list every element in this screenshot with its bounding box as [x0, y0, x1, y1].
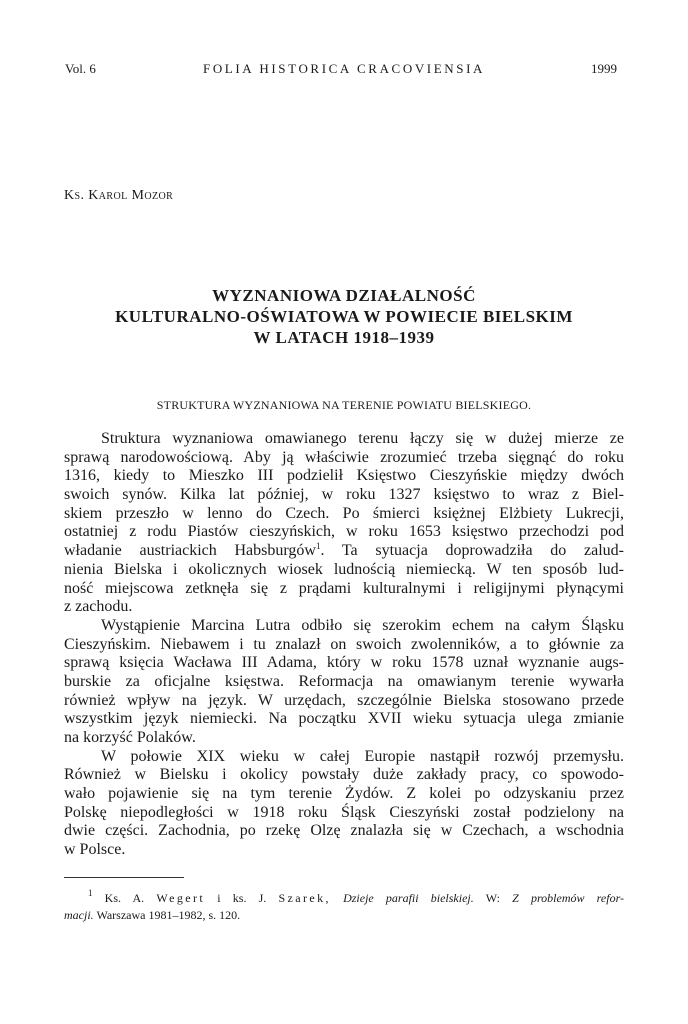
body-line: swoich synów. Kilka lat później, w roku 1327 księstwo to wraz z Biel- — [64, 486, 624, 504]
body-line-text: . Ta sytuacja doprowadziła do zalud- — [320, 542, 624, 560]
header-year: 1999 — [591, 61, 617, 76]
body-line: wszystkim język niemiecki. Na początku XVII wieku sytuacja ulega zmianie — [64, 710, 624, 728]
body-line: ność miejscowa zetknęła się z prądami kulturalnymi i religijnymi płynącymi — [64, 579, 624, 597]
body-line: sprawą narodowościową. Aby ją właściwie zrozumieć trzeba sięgnąć do roku — [64, 448, 624, 466]
body-line: sprawą księcia Wacława III Adama, który w roku 1578 uznał wyznanie augs- — [64, 654, 624, 672]
body-line: Struktura wyznaniowa omawianego terenu łączy się w dużej mierze ze — [101, 430, 624, 447]
header-volume: Vol. 6 — [65, 61, 96, 76]
body-line: Polskę niepodległości w 1918 roku Śląsk Cieszyński został podzielony na — [64, 803, 624, 821]
footnote-line — [64, 890, 624, 907]
body-line: ostatniej z rodu Piastów cieszyńskich, w roku 1653 księstwo przechodzi pod — [64, 523, 624, 541]
body-text — [64, 430, 624, 860]
author-name: Ks. Karol Mozor — [64, 188, 174, 203]
body-line: W połowie XIX wieku w całej Europie nastąpił rozwój przemysłu. — [101, 747, 624, 765]
footnote-text: Ks. A. — [104, 891, 145, 905]
body-line: na korzyść Polaków. — [64, 729, 196, 746]
body-line: dwie części. Zachodnia, po rzekę Olzę znalazła się w Czechach, a wschodnia — [64, 822, 624, 840]
section-heading: STRUKTURA WYZNANIOWA NA TERENIE POWIATU BIELSKIEGO. — [156, 398, 532, 412]
footnote-book-title: Dzieje parafii bielskiej. — [343, 891, 474, 905]
footnote-divider — [64, 877, 184, 878]
title-line: W LATACH 1918–1939 — [253, 328, 435, 347]
body-line: wało pojawienie się na tym terenie Żydów. Z kolei po odzyskaniu przez — [64, 785, 624, 803]
body-line: w Polsce. — [64, 841, 126, 859]
footnote — [64, 890, 624, 924]
title-line: KULTURALNO-OŚWIATOWA W POWIECIE BIELSKIM — [115, 307, 573, 326]
title-line: WYZNANIOWA DZIAŁALNOŚĆ — [212, 286, 476, 305]
body-line: Wystąpienie Marcina Lutra odbiło się szerokim echem na całym Śląsku — [101, 616, 624, 634]
footnote-series-title: macji. — [64, 908, 94, 922]
body-line: Cieszyńskim. Niebawem i tu znalazł on swoich zwolenników, a to głównie za — [64, 635, 624, 653]
body-line: skiem przeszło w lenno do Czech. Po śmierci księżnej Elżbiety Lukrecji, — [64, 504, 624, 522]
article-title — [0, 285, 688, 348]
body-line-text: władanie austriackich Habsburgów — [64, 542, 316, 560]
header-journal-title: FOLIA HISTORICA CRACOVIENSIA — [202, 61, 486, 76]
body-line: burskie za oficjalne księstwa. Reformacja na omawianym terenie wywarła — [64, 672, 624, 690]
footnote-number: 1 — [88, 888, 93, 898]
body-line: również wpływ na język. W urzędach, szczególnie Bielska stosowano przede — [64, 691, 624, 709]
body-line: Również w Bielsku i okolicy powstały duże zakłady pracy, co spowodo- — [64, 766, 624, 784]
footnote-author-surname: Wegert — [156, 891, 206, 905]
body-line — [64, 542, 624, 561]
body-line: 1316, kiedy to Mieszko III podzielił Księstwo Cieszyńskie między dwóch — [64, 467, 624, 485]
body-line: nienia Bielska i okolicznych wiosek ludnością niemiecką. W ten sposób lud- — [64, 560, 624, 578]
footnote-author-surname: Szarek, — [278, 891, 331, 905]
body-line: z zachodu. — [64, 598, 133, 616]
footnote-series-title: Z problemów refor- — [512, 891, 624, 905]
footnote-text: W: — [485, 891, 500, 905]
footnote-line — [64, 907, 624, 924]
footnote-text: i ks. J. — [217, 891, 267, 905]
footnote-reference[interactable]: 1 — [315, 541, 321, 552]
footnote-text: Warszawa 1981–1982, s. 120. — [96, 908, 241, 922]
